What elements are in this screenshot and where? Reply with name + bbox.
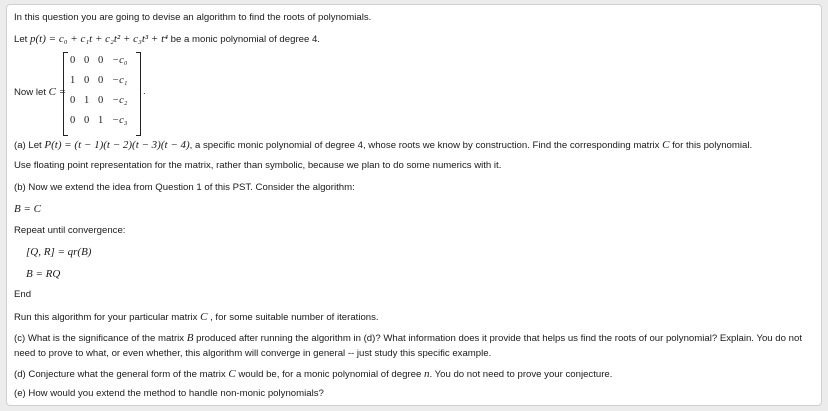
matrix-cell: −c₃ <box>112 115 128 126</box>
matrix-cell: 1 <box>70 75 76 86</box>
part-c-suffix: produced after running the algorithm in (d)? What information does it provide that helps us find the roots of our polynomial? Explain. You do not need to prove to what, or even whether, this algorithm will converge in general -- just study this specific example. <box>14 333 802 359</box>
rq-step: B = RQ <box>26 268 61 280</box>
part-d-n: n <box>423 368 430 380</box>
matrix-cell: 0 <box>70 95 76 106</box>
now-let-label <box>14 85 66 100</box>
matrix-cell: −c₁ <box>112 75 128 86</box>
part-a-prefix: (a) Let <box>14 140 45 151</box>
float-note: Use floating point representation for the matrix, rather than symbolic, because we plan to do some numerics with it. <box>14 160 502 171</box>
part-d-mid: would be, for a monic polynomial of degree <box>235 369 424 380</box>
matrix-cell: 0 <box>98 55 104 66</box>
init-B-equals-C: B = C <box>14 203 41 215</box>
matrix-cell: 0 <box>84 55 90 66</box>
part-a-polynomial: P(t) = (t − 1)(t − 2)(t − 3)(t − 4) <box>44 139 190 151</box>
matrix-cell: −c₀ <box>112 55 128 66</box>
part-c-prefix: (c) What is the significance of the matrix <box>14 333 187 344</box>
let-prefix: Let <box>14 34 31 45</box>
now-let-text: Now let <box>14 87 49 98</box>
polynomial-definition <box>14 32 320 47</box>
C-equals: C = <box>48 86 67 98</box>
matrix-cell: −c₂ <box>112 95 128 106</box>
part-c-B: B <box>186 332 194 344</box>
matrix-cell: 0 <box>84 75 90 86</box>
matrix-cell: 0 <box>70 115 76 126</box>
matrix-cell: 0 <box>98 75 104 86</box>
intro-text: In this question you are going to devise an algorithm to find the roots of polynomials. <box>14 12 372 23</box>
part-d-suffix: . You do not need to prove your conjecture. <box>429 369 613 380</box>
run-text <box>14 310 379 325</box>
polynomial-formula: p(t) = c₀ + c₁t + c₂t² + c₃t³ + t⁴ <box>30 33 168 45</box>
part-a-suffix: for this polynomial. <box>669 140 753 151</box>
matrix-period: . <box>143 86 146 97</box>
part-c-text <box>14 331 814 361</box>
repeat-text: Repeat until convergence: <box>14 225 126 236</box>
run-prefix: Run this algorithm for your particular matrix <box>14 312 201 323</box>
let-suffix: be a monic polynomial of degree 4. <box>167 34 320 45</box>
run-C: C <box>200 311 208 323</box>
matrix-cell: 1 <box>84 95 90 106</box>
companion-matrix <box>63 52 141 136</box>
matrix-cell: 0 <box>70 55 76 66</box>
question-card <box>6 4 822 406</box>
part-a-mid: , a specific monic polynomial of degree 4, whose roots we know by construction. Find the corresponding matrix <box>189 140 663 151</box>
matrix-cell: 0 <box>84 115 90 126</box>
end-text: End <box>14 289 32 300</box>
part-e-text: (e) How would you extend the method to handle non-monic polynomials? <box>14 388 324 399</box>
run-suffix: , for some suitable number of iterations. <box>207 312 379 323</box>
part-d-text <box>14 367 612 382</box>
qr-step: [Q, R] = qr(B) <box>26 246 92 258</box>
part-a-C: C <box>662 139 670 151</box>
matrix-cell: 0 <box>98 95 104 106</box>
part-a-text <box>14 138 752 153</box>
matrix-cell: 1 <box>98 115 104 126</box>
part-d-C: C <box>228 368 236 380</box>
part-b-text: (b) Now we extend the idea from Question 1 of this PST. Consider the algorithm: <box>14 182 355 193</box>
part-d-prefix: (d) Conjecture what the general form of the matrix <box>14 369 229 380</box>
